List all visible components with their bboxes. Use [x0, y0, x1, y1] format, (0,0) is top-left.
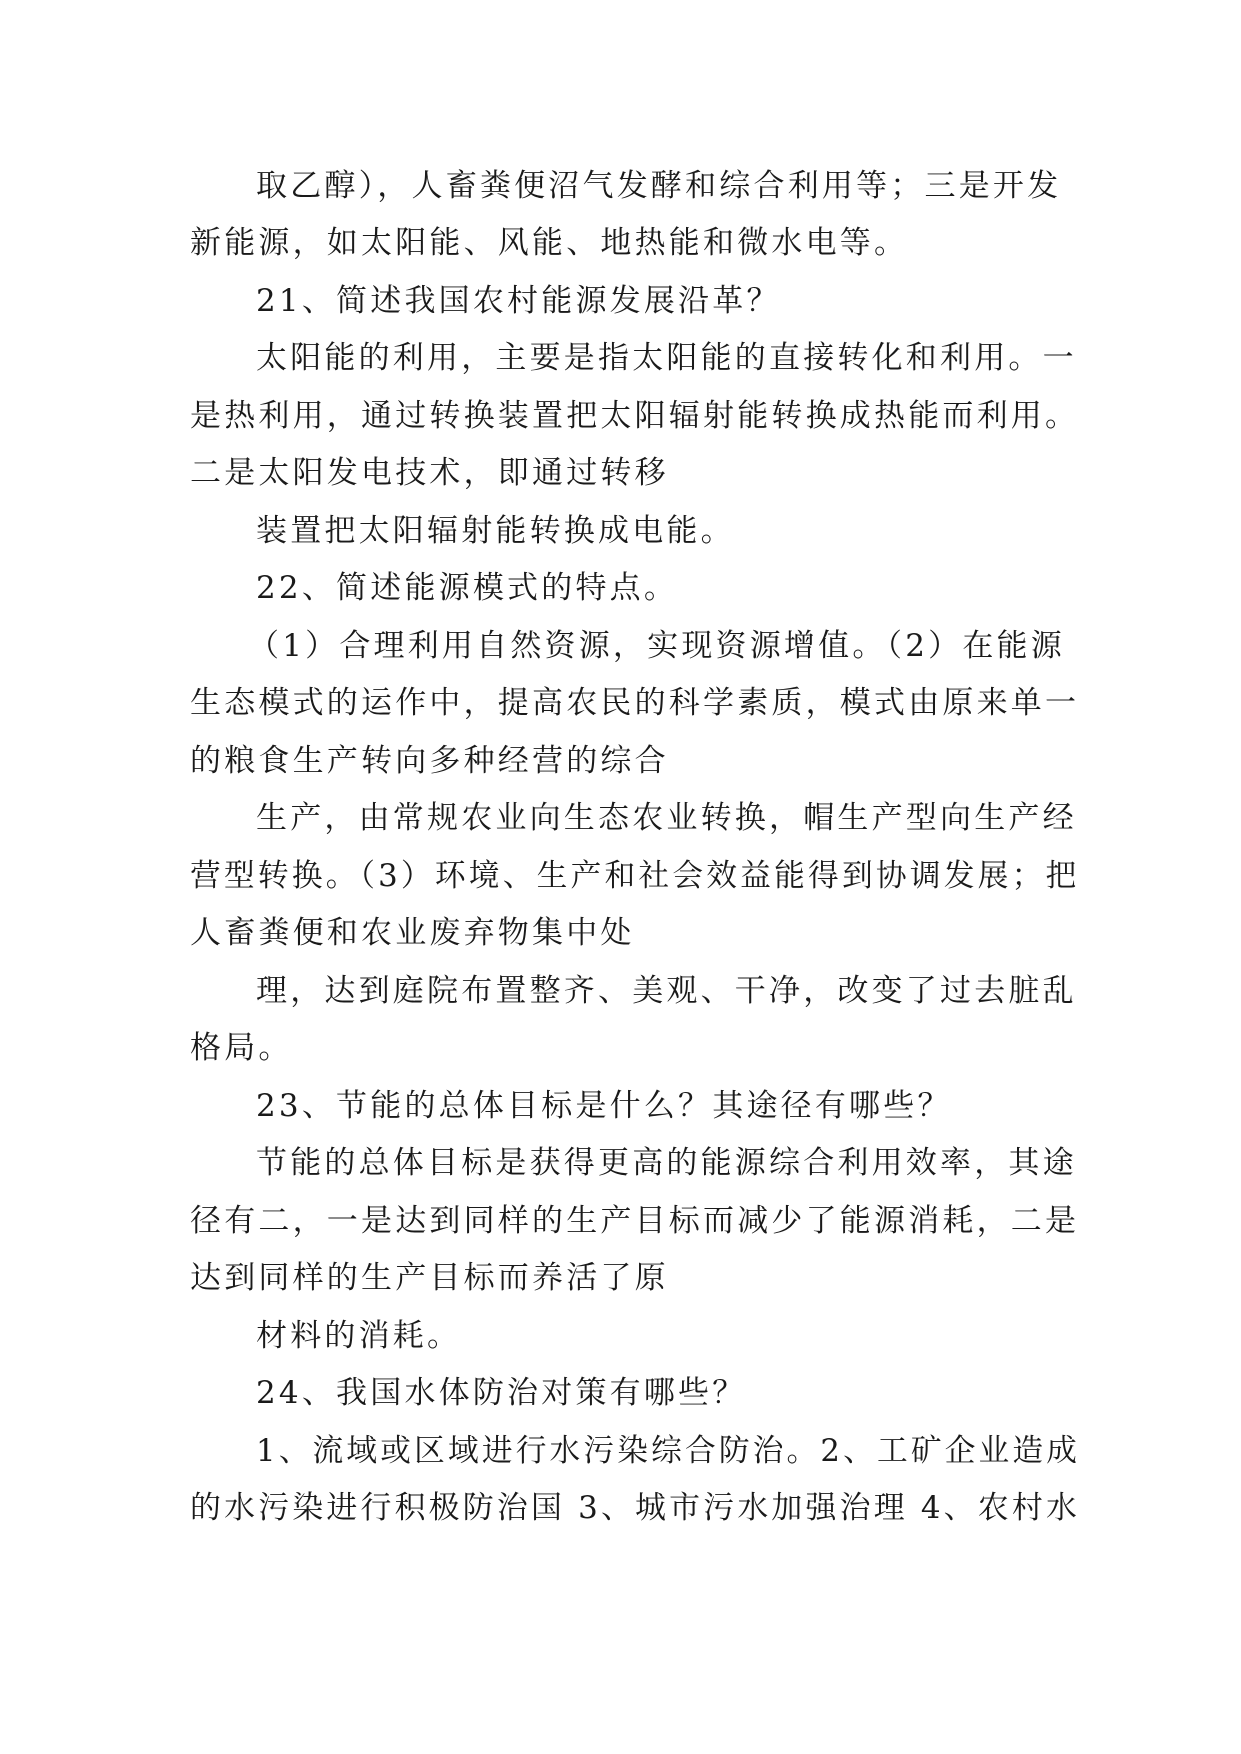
text-line: 营型转换。（3）环境、生产和社会效益能得到协调发展；把 — [190, 858, 1080, 894]
text-line: （1）合理利用自然资源，实现资源增值。（2）在能源 — [248, 628, 1065, 664]
text-line: 是热利用，通过转换装置把太阳辐射能转换成热能而利用。 — [190, 398, 1080, 434]
text-line: 的粮食生产转向多种经营的综合 — [190, 743, 669, 779]
text-line: 二是太阳发电技术，即通过转移 — [190, 455, 669, 491]
text-line: 径有二，一是达到同样的生产目标而减少了能源消耗，二是 — [190, 1203, 1080, 1239]
text-line: 生态模式的运作中，提高农民的科学素质，模式由原来单一 — [190, 685, 1080, 721]
text-line: 新能源，如太阳能、风能、地热能和微水电等。 — [190, 225, 909, 261]
question-heading-24: 24、我国水体防治对策有哪些？ — [256, 1375, 747, 1411]
text-line: 取乙醇），人畜粪便沼气发酵和综合利用等；三是开发 — [256, 168, 1062, 204]
text-line: 材料的消耗。 — [256, 1318, 462, 1354]
text-line: 装置把太阳辐射能转换成电能。 — [256, 513, 735, 549]
text-line: 格局。 — [190, 1030, 293, 1066]
text-line: 太阳能的利用，主要是指太阳能的直接转化和利用。一 — [256, 340, 1077, 376]
text-line: 达到同样的生产目标而养活了原 — [190, 1260, 669, 1296]
text-line: 的水污染进行积极防治国 3、城市污水加强治理 4、农村水 — [190, 1490, 1081, 1526]
text-line: 理，达到庭院布置整齐、美观、干净，改变了过去脏乱 — [256, 973, 1077, 1009]
text-line: 节能的总体目标是获得更高的能源综合利用效率，其途 — [256, 1145, 1077, 1181]
text-line: 生产，由常规农业向生态农业转换，帽生产型向生产经 — [256, 800, 1077, 836]
text-line: 人畜粪便和农业废弃物集中处 — [190, 915, 635, 951]
question-heading-23: 23、节能的总体目标是什么？其途径有哪些？ — [256, 1088, 952, 1124]
question-heading-21: 21、简述我国农村能源发展沿革？ — [256, 283, 781, 319]
text-line: 1、流域或区域进行水污染综合防治。2、工矿企业造成 — [256, 1433, 1081, 1469]
question-heading-22: 22、简述能源模式的特点。 — [256, 570, 679, 606]
